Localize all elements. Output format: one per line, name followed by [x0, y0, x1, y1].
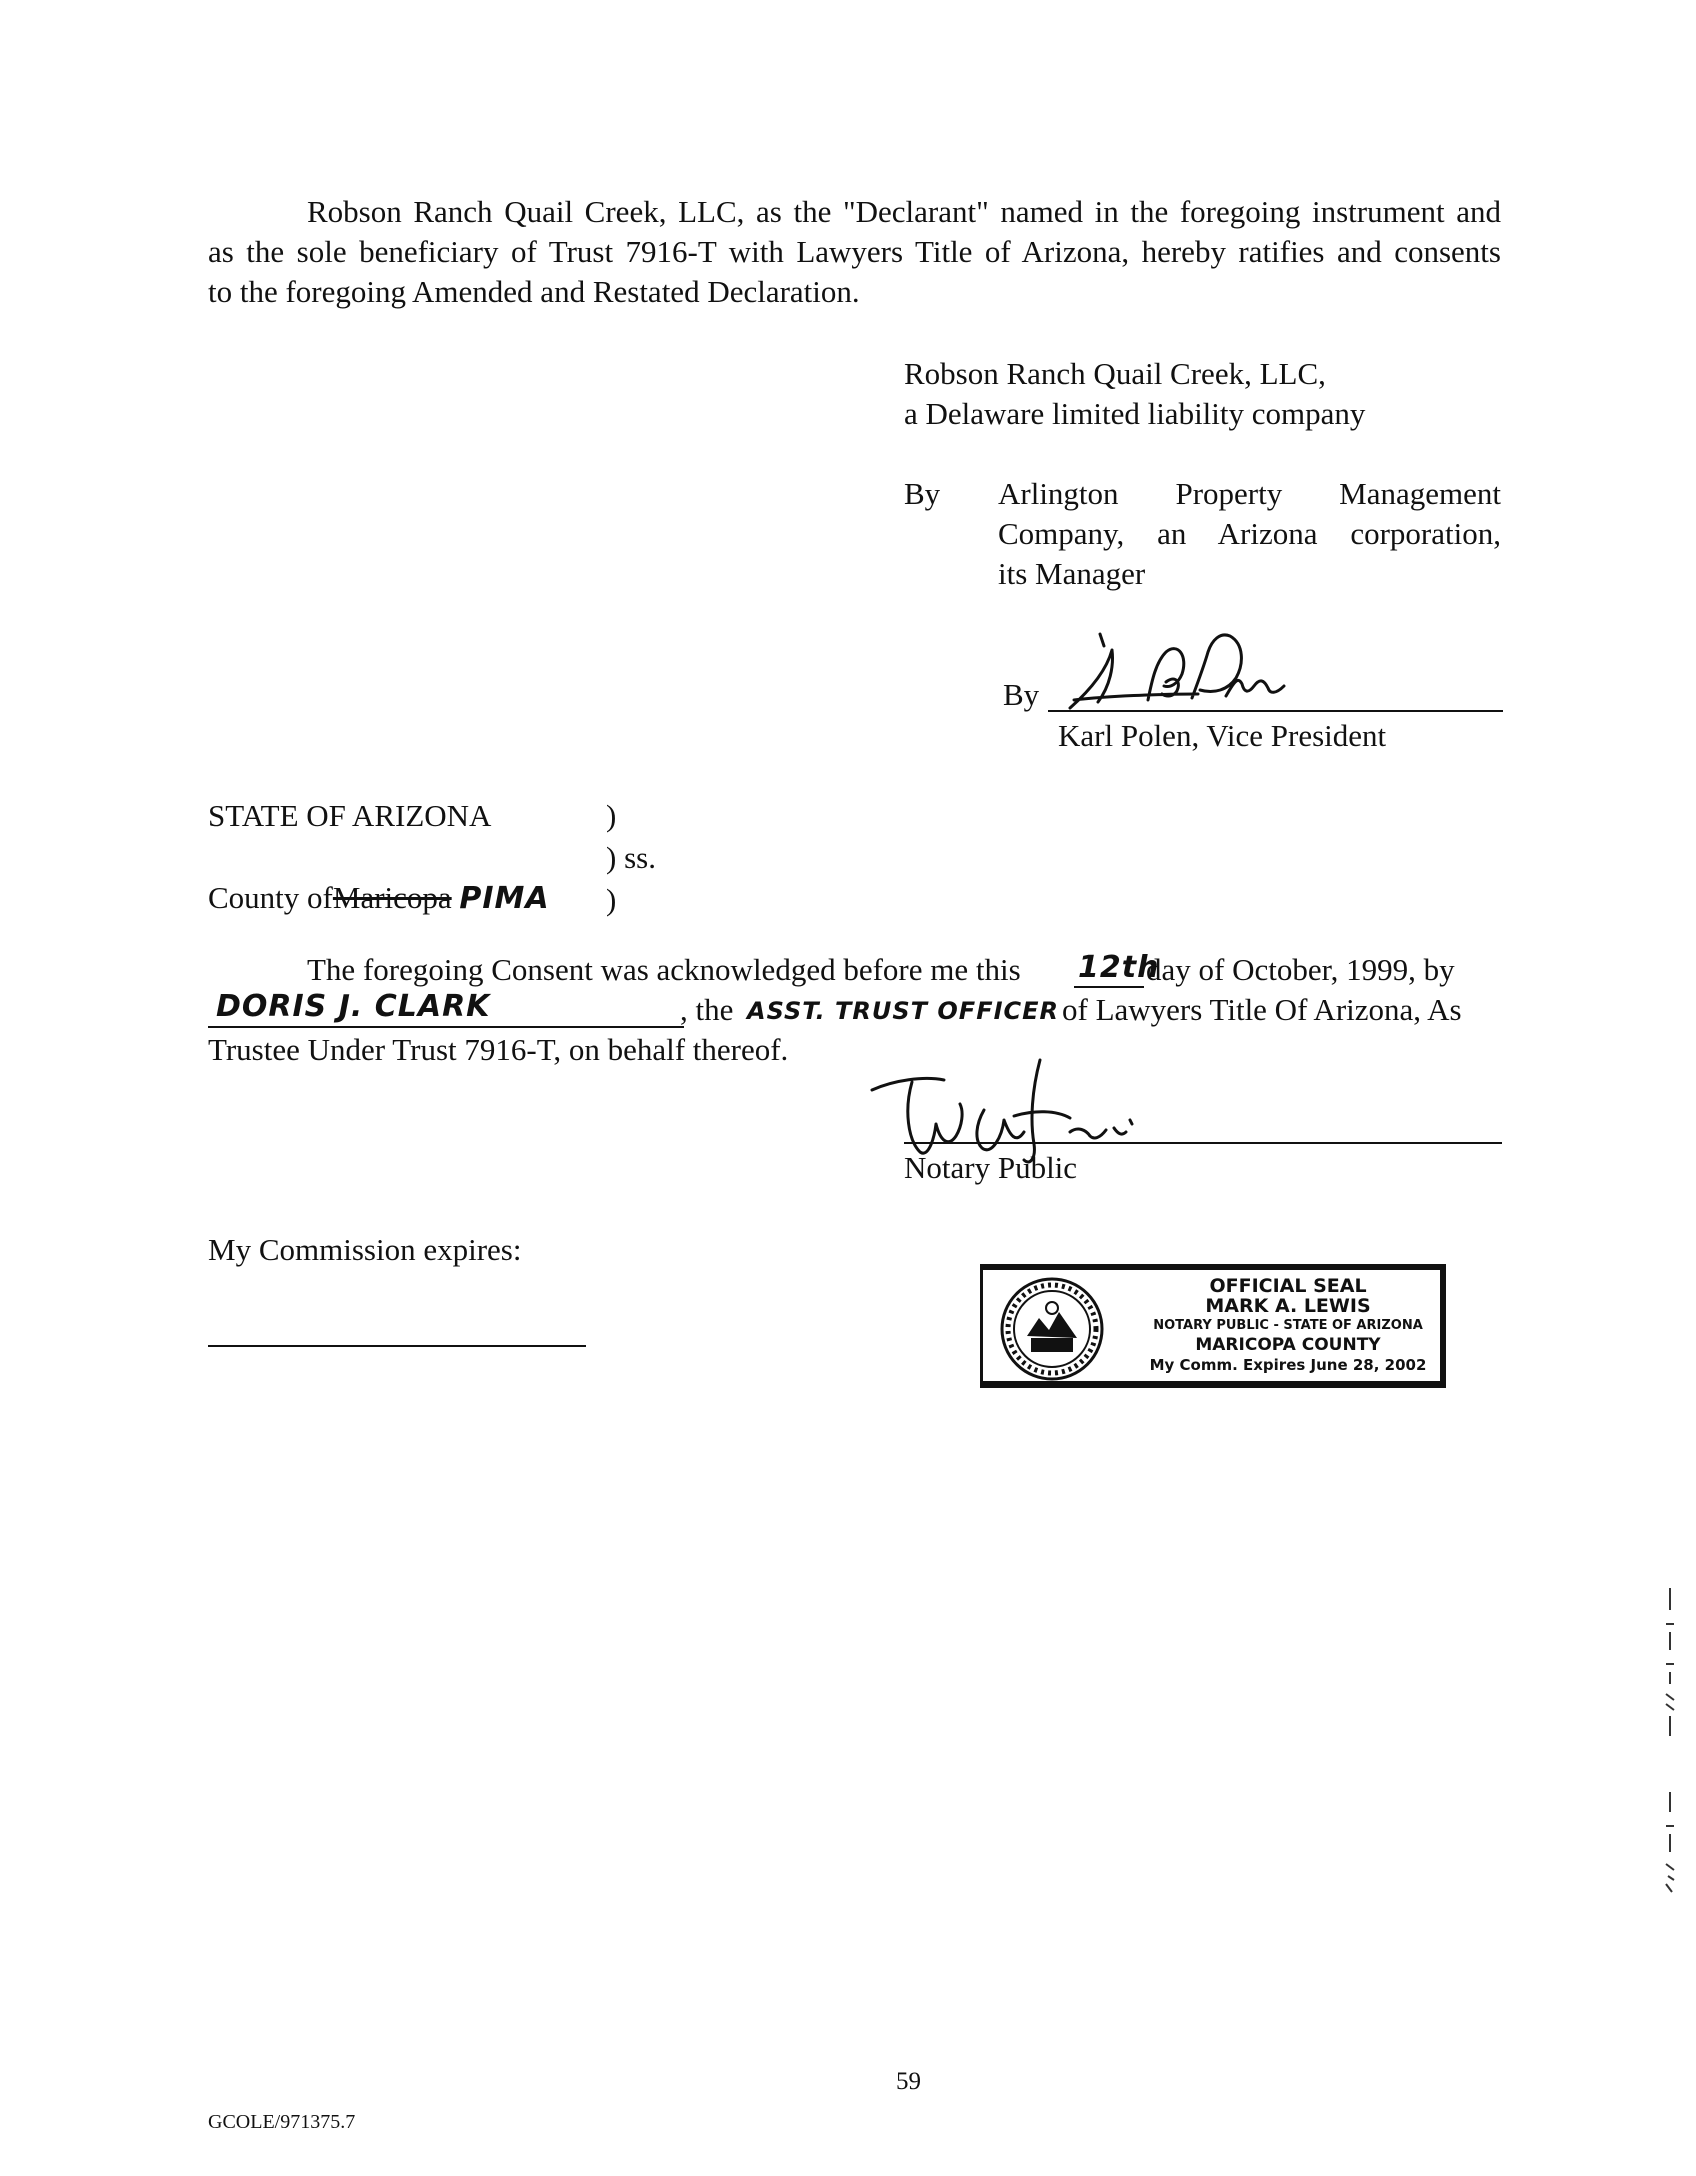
venue-paren-top: ) [606, 798, 617, 833]
venue-paren-bottom: ) [606, 882, 617, 917]
seal-line-4: MARICOPA COUNTY [1195, 1335, 1381, 1355]
ack-day-handwritten: 12th [1078, 950, 1160, 985]
county-handwritten: PIMA [459, 881, 550, 916]
venue-ss: ) ss. [606, 840, 656, 875]
ack-name-handwritten: DORIS J. CLARK [216, 989, 491, 1024]
company-type: a Delaware limited liability company [904, 396, 1366, 431]
by-sign-label: By [1003, 677, 1040, 712]
ack-line-1-pre: The foregoing Consent was acknowledged before me this [307, 952, 1021, 987]
ack-line-1-post: day of October, 1999, by [1146, 952, 1455, 987]
manager-description [998, 474, 1501, 594]
venue-state: STATE OF ARIZONA [208, 798, 492, 833]
seal-line-2: MARK A. LEWIS [1205, 1295, 1371, 1317]
notary-line [904, 1142, 1502, 1144]
venue-county [208, 878, 550, 919]
by-label: By [904, 476, 941, 511]
state-seal-emblem [997, 1274, 1107, 1384]
consent-line-2: as the sole beneficiary of Trust 7916-T with Lawyers Title of Arizona, hereby ratifies and consents [208, 234, 1501, 269]
polen-signature [1048, 622, 1338, 718]
ack-day-line [1074, 986, 1144, 988]
ack-name-line [208, 1026, 684, 1028]
company-name: Robson Ranch Quail Creek, LLC, [904, 356, 1326, 391]
county-label: County of [208, 880, 333, 915]
signer-name-title: Karl Polen, Vice President [1058, 718, 1387, 753]
commission-line [208, 1345, 586, 1347]
commission-label: My Commission expires: [208, 1232, 522, 1267]
doc-id: GCOLE/971375.7 [208, 2111, 356, 2133]
seal-line-5: My Comm. Expires June 28, 2002 [1149, 1356, 1427, 1374]
notary-public-label: Notary Public [904, 1150, 1078, 1185]
seal-line-3: NOTARY PUBLIC - STATE OF ARIZONA [1153, 1318, 1423, 1333]
seal-line-1: OFFICIAL SEAL [1209, 1275, 1367, 1297]
ack-line-2-post: of Lawyers Title Of Arizona, As [1062, 992, 1462, 1027]
ack-line-3: Trustee Under Trust 7916-T, on behalf thereof. [208, 1032, 789, 1067]
consent-paragraph [208, 192, 1501, 312]
manager-line-3: its Manager [998, 556, 1146, 591]
notary-seal-stamp [980, 1264, 1446, 1388]
ack-title-handwritten: ASST. TRUST OFFICER [747, 997, 1060, 1025]
manager-line-1: Arlington Property Management [998, 476, 1501, 511]
margin-scan-marks [1660, 1580, 1684, 1900]
page-number: 59 [896, 2068, 921, 2095]
consent-line-1: Robson Ranch Quail Creek, LLC, as the "Declarant" named in the foregoing instrument and [307, 194, 1501, 229]
county-struck: Maricopa [332, 880, 452, 915]
consent-line-3: to the foregoing Amended and Restated Declaration. [208, 274, 860, 309]
ack-the-label: , the [680, 992, 734, 1027]
manager-line-2: Company, an Arizona corporation, [998, 516, 1501, 551]
